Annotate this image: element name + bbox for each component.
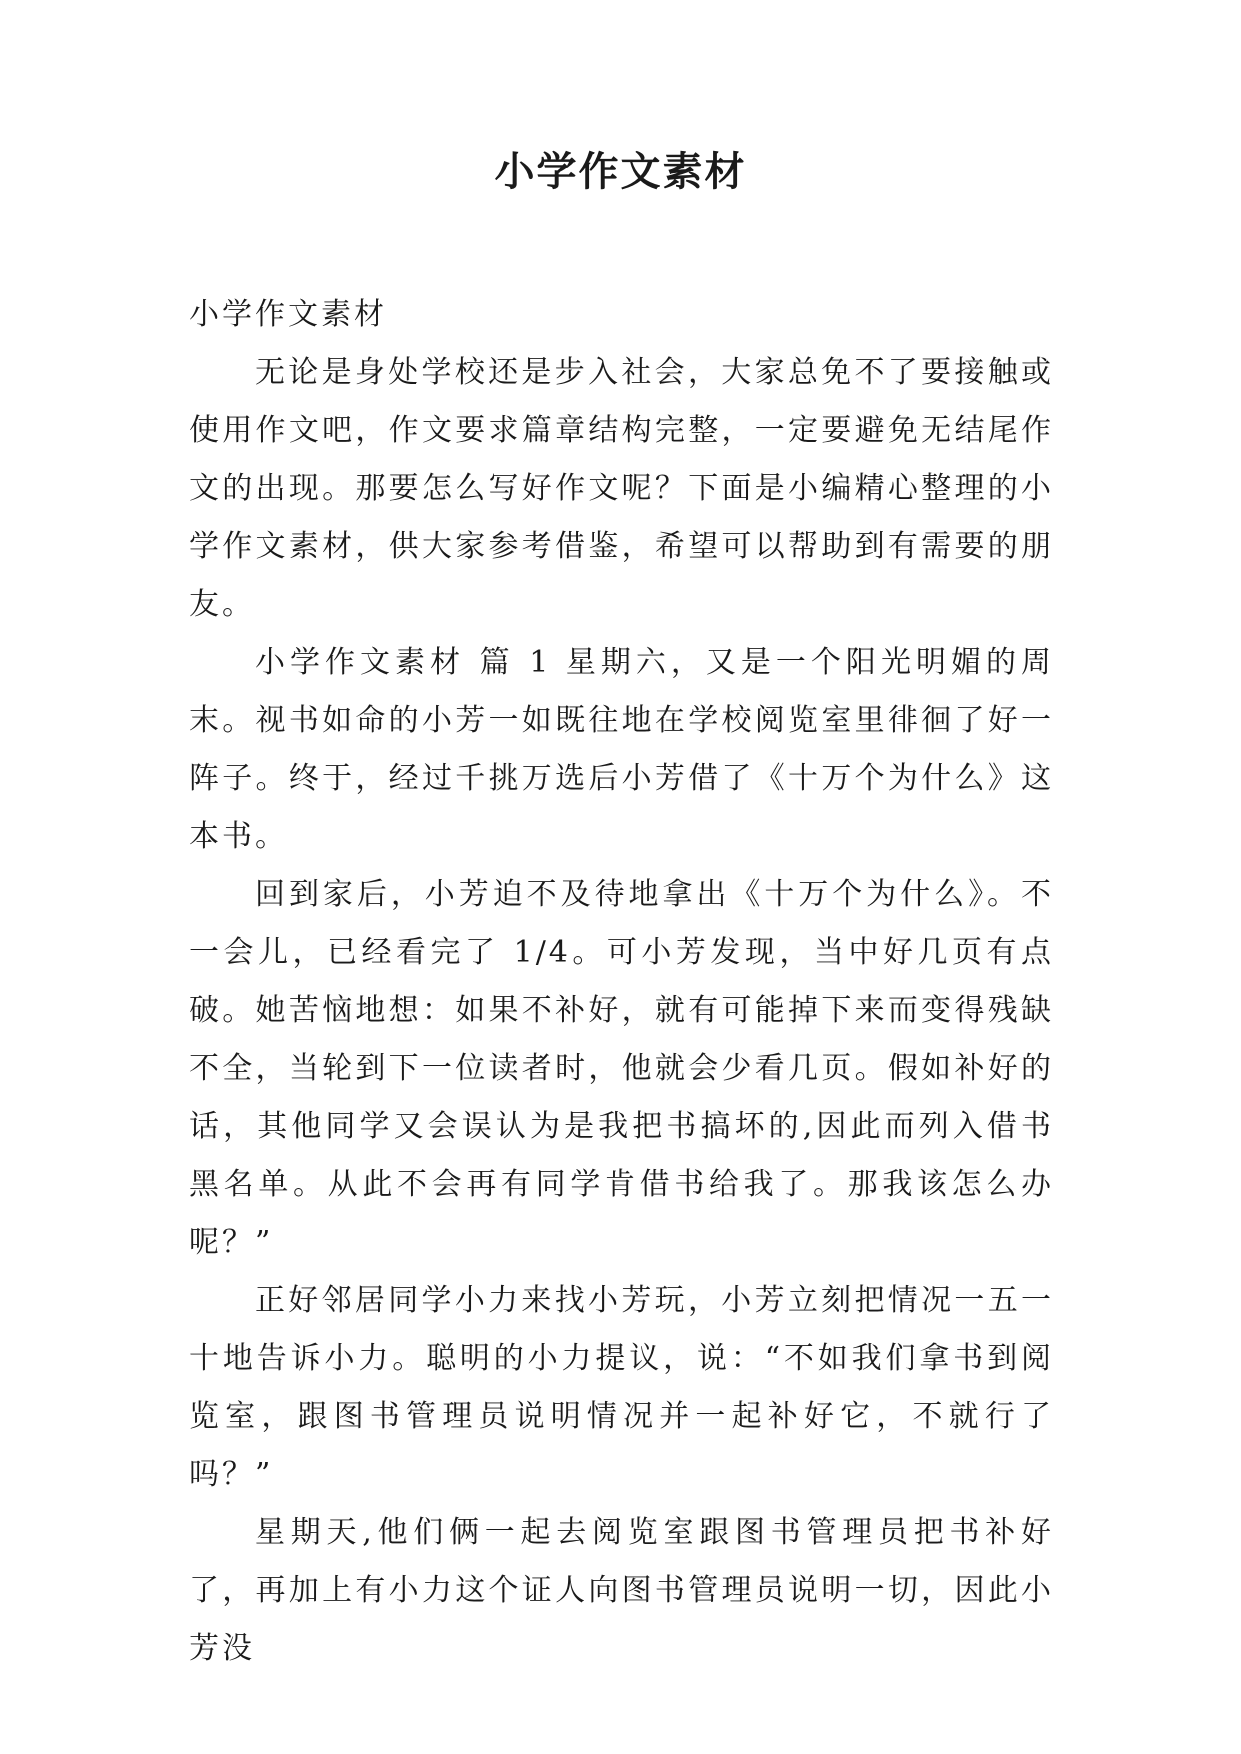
story-paragraph: 回到家后，小芳迫不及待地拿出《十万个为什么》。不一会儿，已经看完了 1/4。可小芳发现，当中好几页有点破。她苦恼地想：如果不补好，就有可能掉下来而变得残缺不全，当轮到下一位读者时，他就会少看几页。假如补好的话，其他同学又会误认为是我把书搞坏的,因此而列入借书黑名单。从此不会再有同学肯借书给我了。那我该怎么办呢？” xyxy=(189,877,1054,1260)
story-paragraph: 正好邻居同学小力来找小芳玩，小芳立刻把情况一五一十地告诉小力。聪明的小力提议，说：“不如我们拿书到阅览室，跟图书管理员说明情况并一起补好它，不就行了吗？” xyxy=(189,1283,1054,1492)
intro-paragraph: 无论是身处学校还是步入社会，大家总免不了要接触或使用作文吧，作文要求篇章结构完整，一定要避免无结尾作文的出现。那要怎么写好作文呢？下面是小编精心整理的小学作文素材，供大家参考借鉴，希望可以帮助到有需要的朋友。 xyxy=(189,355,1054,622)
document-body xyxy=(189,286,1054,1678)
body-heading: 小学作文素材 xyxy=(189,297,387,332)
document-title: 小学作文素材 xyxy=(494,148,747,195)
story-paragraph: 小学作文素材 篇 1 星期六，又是一个阳光明媚的周末。视书如命的小芳一如既往地在学校阅览室里徘徊了好一阵子。终于，经过千挑万选后小芳借了《十万个为什么》这本书。 xyxy=(189,645,1054,854)
story-paragraph: 星期天,他们俩一起去阅览室跟图书管理员把书补好了，再加上有小力这个证人向图书管理员说明一切，因此小芳没 xyxy=(189,1515,1054,1666)
